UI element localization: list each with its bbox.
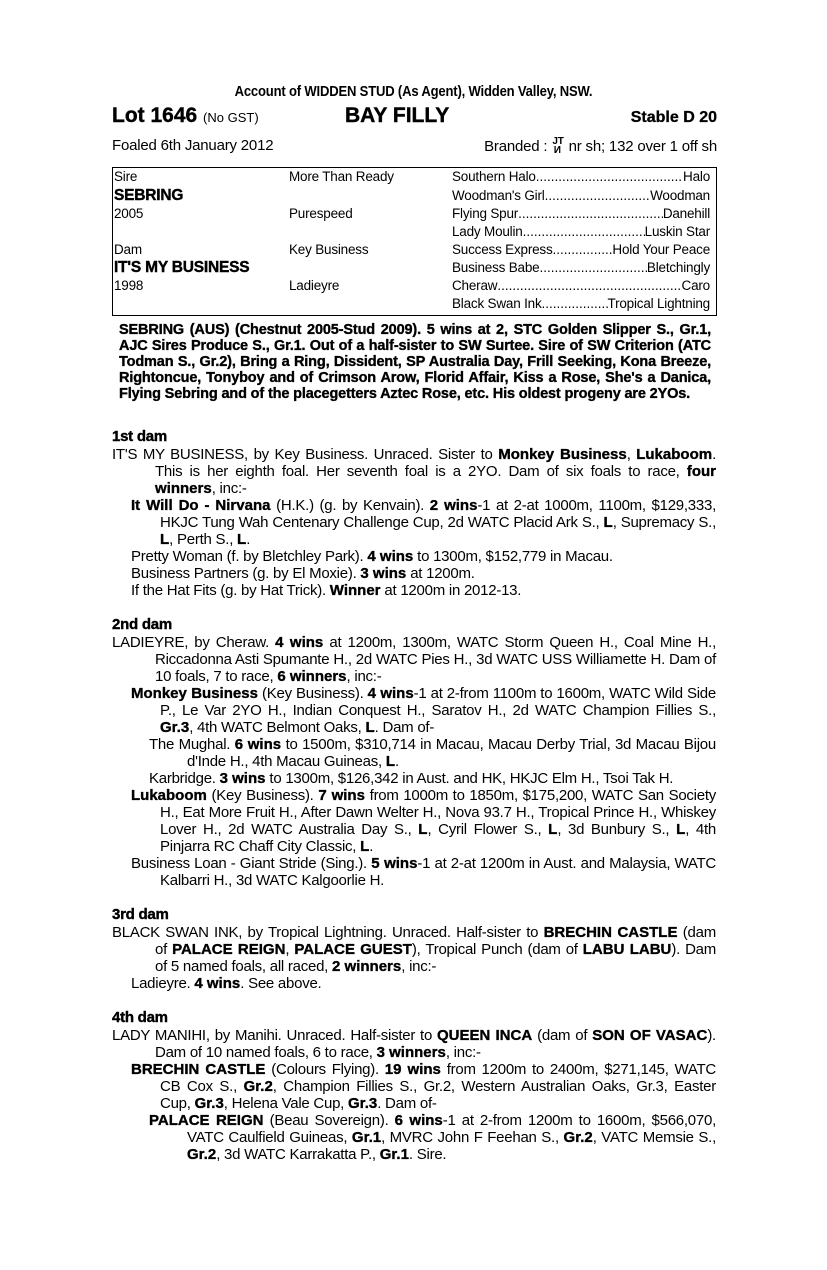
text-segment: LADIEYRE, by Cheraw. (112, 634, 276, 651)
bold-text: PALACE GUEST (294, 941, 412, 958)
text-segment: . (246, 531, 251, 548)
pedigree-entry (112, 924, 716, 975)
text-segment: . (395, 753, 399, 770)
great-grandparent-name: Black Swan Ink (452, 296, 542, 311)
sire-name: SEBRING (114, 187, 184, 204)
bold-text: 7 wins (318, 787, 365, 804)
pedigree-entry (112, 446, 716, 497)
great-grandparent-row (452, 187, 710, 205)
text-segment: ). Dam of 10 named foals, 6 to race, (155, 1027, 716, 1061)
text-segment: LADY MANIHI, by Manihi. Unraced. Half-sister to (112, 1027, 437, 1044)
great-grandparent-row (452, 205, 710, 223)
text-segment: Business Partners (g. by El Moxie). (131, 565, 361, 582)
bold-text: L (676, 821, 686, 838)
bold-text: L (160, 531, 170, 548)
leader-dots (518, 205, 663, 223)
dam-lines (112, 428, 716, 1180)
bold-text: 2 winners (332, 958, 402, 975)
text-segment: to 1500m, $310,714 in Macau, Macau Derby Trial, 3d Macau Bijou d'Inde H., 4th Macau Guineas, (187, 736, 716, 770)
text-segment: , inc:- (445, 1044, 481, 1061)
text-segment: at 1200m. (406, 565, 475, 582)
dam-dam: Ladieyre (289, 278, 340, 293)
text-segment: (dam of (532, 1027, 593, 1044)
sire-year: 2005 (114, 206, 144, 221)
pedigree-entry (112, 855, 716, 889)
bold-text: L (237, 531, 247, 548)
bold-text: 6 wins (394, 1112, 443, 1129)
text-segment: (Colours Flying). (265, 1061, 385, 1078)
dam-sire: Key Business (289, 242, 369, 257)
text-segment: . (369, 838, 374, 855)
bold-text: Lukaboom (636, 446, 713, 463)
great-grandparent-sire: Tropical Lightning (607, 296, 710, 311)
lot-number (112, 104, 259, 128)
sire-label: Sire (114, 169, 138, 184)
pedigree-entry (112, 548, 716, 565)
bold-text: L (418, 821, 428, 838)
great-grandparent-row (452, 241, 710, 259)
text-segment: , 3d WATC Karrakatta P., (216, 1146, 380, 1163)
bold-text: Gr.3 (348, 1095, 378, 1112)
leader-dots (553, 241, 613, 259)
leader-dots (497, 277, 681, 295)
text-segment: , Helena Vale Cup, (223, 1095, 349, 1112)
text-segment: ). Dam of 5 named foals, all raced, (155, 941, 716, 975)
pedigree-entry (112, 1112, 716, 1163)
great-grandparent-sire: Luskin Star (644, 224, 710, 239)
bold-text: SON OF VASAC (592, 1027, 708, 1044)
great-grandparent-sire: Bletchingly (646, 260, 710, 275)
great-grandparent-sire: Caro (681, 278, 710, 293)
stable-location: Stable D 20 (630, 109, 717, 126)
bold-text: 5 wins (371, 855, 418, 872)
text-segment: (H.K.) (g. by Kenvain). (270, 497, 430, 514)
bold-text: 3 wins (219, 770, 266, 787)
brand-bottom: N (554, 145, 562, 156)
text-segment: Ladieyre. (131, 975, 195, 992)
text-segment: , Cyril Flower S., (427, 821, 549, 838)
bold-text: Monkey Business (498, 446, 627, 463)
text-segment: , inc:- (211, 480, 247, 497)
bold-text: Gr.1 (351, 1129, 382, 1146)
text-segment: . See above. (240, 975, 322, 992)
pedigree-entry (112, 787, 716, 855)
text-segment: The Mughal. (149, 736, 235, 753)
bold-text: 3 winners (376, 1044, 446, 1061)
leader-dots (542, 295, 608, 313)
bold-text: 6 winners (277, 668, 347, 685)
pedigree-entry (112, 1061, 716, 1112)
text-segment: , Supremacy S., (612, 514, 716, 531)
text-segment: from 1000m to 1850m, $175,200, WATC San Society H., Eat More Fruit H., After Dawn Welter H., Nova 93.7 H., Tropical Prince H., Whiskey Lover H., 2d WATC Australia Day S., (160, 787, 717, 838)
branded-label: Branded : (484, 138, 548, 155)
text-segment: at 1200m in 2012-13. (380, 582, 522, 599)
dam-section (112, 1009, 716, 1163)
text-segment: Business Loan - Giant Stride (Sing.). (131, 855, 372, 872)
bold-text: PALACE REIGN (149, 1112, 264, 1129)
leader-dots (536, 168, 683, 186)
great-grandparent-row (452, 295, 710, 313)
leader-dots (523, 223, 645, 241)
bold-text: Gr.2 (187, 1146, 217, 1163)
bold-text: L (385, 753, 395, 770)
great-grandparent-sire: Hold Your Peace (612, 242, 710, 257)
bold-text: Gr.3 (160, 719, 190, 736)
text-segment: , 4th WATC Belmont Oaks, (189, 719, 366, 736)
bold-text: Monkey Business (131, 685, 258, 702)
text-segment: , VATC Memsie S., (592, 1129, 717, 1146)
great-grandparent-name: Flying Spur (452, 206, 519, 221)
great-grandparent-sire: Woodman (650, 188, 710, 203)
text-segment: IT'S MY BUSINESS, by Key Business. Unraced. Sister to (112, 446, 499, 463)
text-segment: -1 at 2-at 1200m in Aust. and Malaysia, WATC Kalbarri H., 3d WATC Kalgoorlie H. (160, 855, 717, 889)
text-segment: to 1300m, $152,779 in Macau. (413, 548, 613, 565)
text-segment: If the Hat Fits (g. by Hat Trick). (131, 582, 330, 599)
brand-top: JT (552, 136, 564, 147)
bold-text: 4 wins (194, 975, 241, 992)
text-segment: from 1200m to 2400m, $271,145, WATC CB Cox S., (160, 1061, 716, 1095)
bold-text: 6 wins (234, 736, 282, 753)
text-segment: (dam of (155, 924, 716, 958)
text-segment: , MVRC John F Feehan S., (381, 1129, 564, 1146)
section-heading: 3rd dam (112, 906, 169, 923)
great-grandparent-row (452, 223, 710, 241)
branded-text: nr sh; 132 over 1 off sh (568, 138, 717, 155)
bold-text: QUEEN INCA (436, 1027, 533, 1044)
text-segment: Pretty Woman (f. by Bletchley Park). (131, 548, 368, 565)
foaling-date: Foaled 6th January 2012 (112, 137, 274, 154)
bold-text: BRECHIN CASTLE (543, 924, 678, 941)
brand-info (484, 137, 717, 155)
great-grandparent-row (452, 259, 710, 277)
bold-text: Gr.3 (194, 1095, 224, 1112)
bold-text: LABU LABU (582, 941, 672, 958)
bold-text: Gr.2 (563, 1129, 593, 1146)
text-segment: , (285, 941, 295, 958)
pedigree-entry (112, 1027, 716, 1061)
text-segment: . Sire. (408, 1146, 447, 1163)
bold-text: 4 wins (367, 685, 414, 702)
text-segment: BLACK SWAN INK, by Tropical Lightning. Unraced. Half-sister to (112, 924, 544, 941)
great-grandparent-sire: Danehill (662, 206, 710, 221)
gst-note: (No GST) (203, 110, 259, 125)
bold-text: L (548, 821, 558, 838)
text-segment: -1 at 2-from 1200m to 1600m, $566,070, VATC Caulfield Guineas, (187, 1112, 716, 1146)
sire-description: SEBRING (AUS) (Chestnut 2005-Stud 2009). 5 wins at 2, STC Golden Slipper S., Gr.1, AJC Sires Produce S., Gr.1. Out of a half-sister to SW Surtee. Sire of SW Criterion (ATC Todman S., Gr.2), Bring a Ring, Dissident, SP Australia Day, Frill Seeking, Kona Breeze, Rightoncue, Tonyboy and of Crimson Arow, Florid Affair, Kiss a Rose, She's a Danica, Flying Sebring and of the placegetters Aztec Rose, etc. His oldest progeny are 2YOs. (119, 322, 711, 402)
great-grandparent-name: Woodman's Girl (452, 188, 545, 203)
great-grandparent-name: Cheraw (452, 278, 498, 293)
bold-text: BRECHIN CASTLE (131, 1061, 266, 1078)
pedigree-entry (112, 975, 716, 992)
text-segment: , (626, 446, 637, 463)
vendor-account: Account of WIDDEN STUD (As Agent), Widden Valley, NSW. (234, 84, 593, 100)
text-segment: . Dam of- (377, 1095, 437, 1112)
dam-section (112, 428, 716, 599)
great-grandparent-row (452, 277, 710, 295)
dam-year: 1998 (114, 278, 144, 293)
dam-name: IT'S MY BUSINESS (114, 259, 250, 276)
leader-dots (539, 259, 646, 277)
section-heading: 4th dam (112, 1009, 168, 1026)
section-heading: 2nd dam (112, 616, 172, 633)
bold-text: 4 wins (367, 548, 414, 565)
lot-label: Lot 1646 (112, 104, 198, 127)
pedigree-entry (112, 685, 716, 736)
bold-text: 2 wins (429, 497, 478, 514)
bold-text: L (360, 838, 370, 855)
dam-section (112, 616, 716, 889)
section-heading: 1st dam (112, 428, 167, 445)
bold-text: 19 wins (384, 1061, 441, 1078)
bold-text: Gr.1 (379, 1146, 409, 1163)
text-segment: , Champion Fillies S., Gr.2, Western Australian Oaks, Gr.3, Easter Cup, (160, 1078, 716, 1112)
great-grandparent-row (452, 168, 710, 186)
pedigree-entry (112, 565, 716, 582)
text-segment: (Key Business). (206, 787, 319, 804)
text-segment: , inc:- (401, 958, 437, 975)
bold-text: PALACE REIGN (172, 941, 286, 958)
text-segment: (Beau Sovereign). (263, 1112, 395, 1129)
text-segment: , Perth S., (169, 531, 238, 548)
great-grandparent-name: Lady Moulin (452, 224, 523, 239)
brand-mark-icon (552, 137, 563, 155)
pedigree-entry (112, 770, 716, 787)
bold-text: four winners (155, 463, 716, 497)
text-segment: at 1200m, 1300m, WATC Storm Queen H., Coal Mine H., Riccadonna Asti Spumante H., 2d WATC Pies H., 3d WATC USS Williamette H. Dam of 10 foals, 7 to race, (155, 634, 716, 685)
bold-text: Gr.2 (243, 1078, 273, 1095)
bold-text: 4 wins (275, 634, 324, 651)
text-segment: , 3d Bunbury S., (557, 821, 677, 838)
bold-text: L (365, 719, 375, 736)
text-segment: , 4th Pinjarra RC Chaff City Classic, (160, 821, 717, 855)
great-grandparent-name: Southern Halo (452, 169, 536, 184)
text-segment: -1 at 2-at 1000m, 1100m, $129,333, HKJC Tung Wah Centenary Challenge Cup, 2d WATC Placid Ark S., (160, 497, 716, 531)
bold-text: 3 wins (360, 565, 407, 582)
text-segment: . This is her eighth foal. Her seventh foal is a 2YO. Dam of six foals to race, (155, 446, 716, 480)
pedigree-entry (112, 497, 716, 548)
text-segment: (Key Business). (257, 685, 368, 702)
text-segment: Karbridge. (149, 770, 220, 787)
text-segment: ), Tropical Punch (dam of (411, 941, 583, 958)
text-segment: . Dam of- (374, 719, 435, 736)
text-segment: , inc:- (346, 668, 382, 685)
pedigree-entry (112, 736, 716, 770)
sire-dam: Purespeed (289, 206, 353, 221)
text-segment: -1 at 2-from 1100m to 1600m, WATC Wild Side P., Le Var 2YO H., Indian Conquest H., Saratov H., 2d WATC Champion Fillies S., (160, 685, 716, 719)
great-grandparent-name: Success Express (452, 242, 553, 257)
pedigree-entry (112, 582, 716, 599)
great-grandparent-sire: Halo (683, 169, 710, 184)
horse-description: BAY FILLY (345, 104, 450, 127)
dam-label: Dam (114, 242, 142, 257)
pedigree-table (112, 167, 717, 316)
dam-section (112, 906, 716, 992)
pedigree-entry (112, 634, 716, 685)
bold-text: It Will Do - Nirvana (131, 497, 271, 514)
bold-text: Lukaboom (131, 787, 207, 804)
text-segment: to 1300m, $126,342 in Aust. and HK, HKJC Elm H., Tsoi Tak H. (265, 770, 674, 787)
great-grandparent-name: Business Babe (452, 260, 540, 275)
leader-dots (545, 187, 651, 205)
bold-text: Winner (329, 582, 381, 599)
bold-text: L (603, 514, 613, 531)
sire-sire: More Than Ready (289, 169, 394, 184)
